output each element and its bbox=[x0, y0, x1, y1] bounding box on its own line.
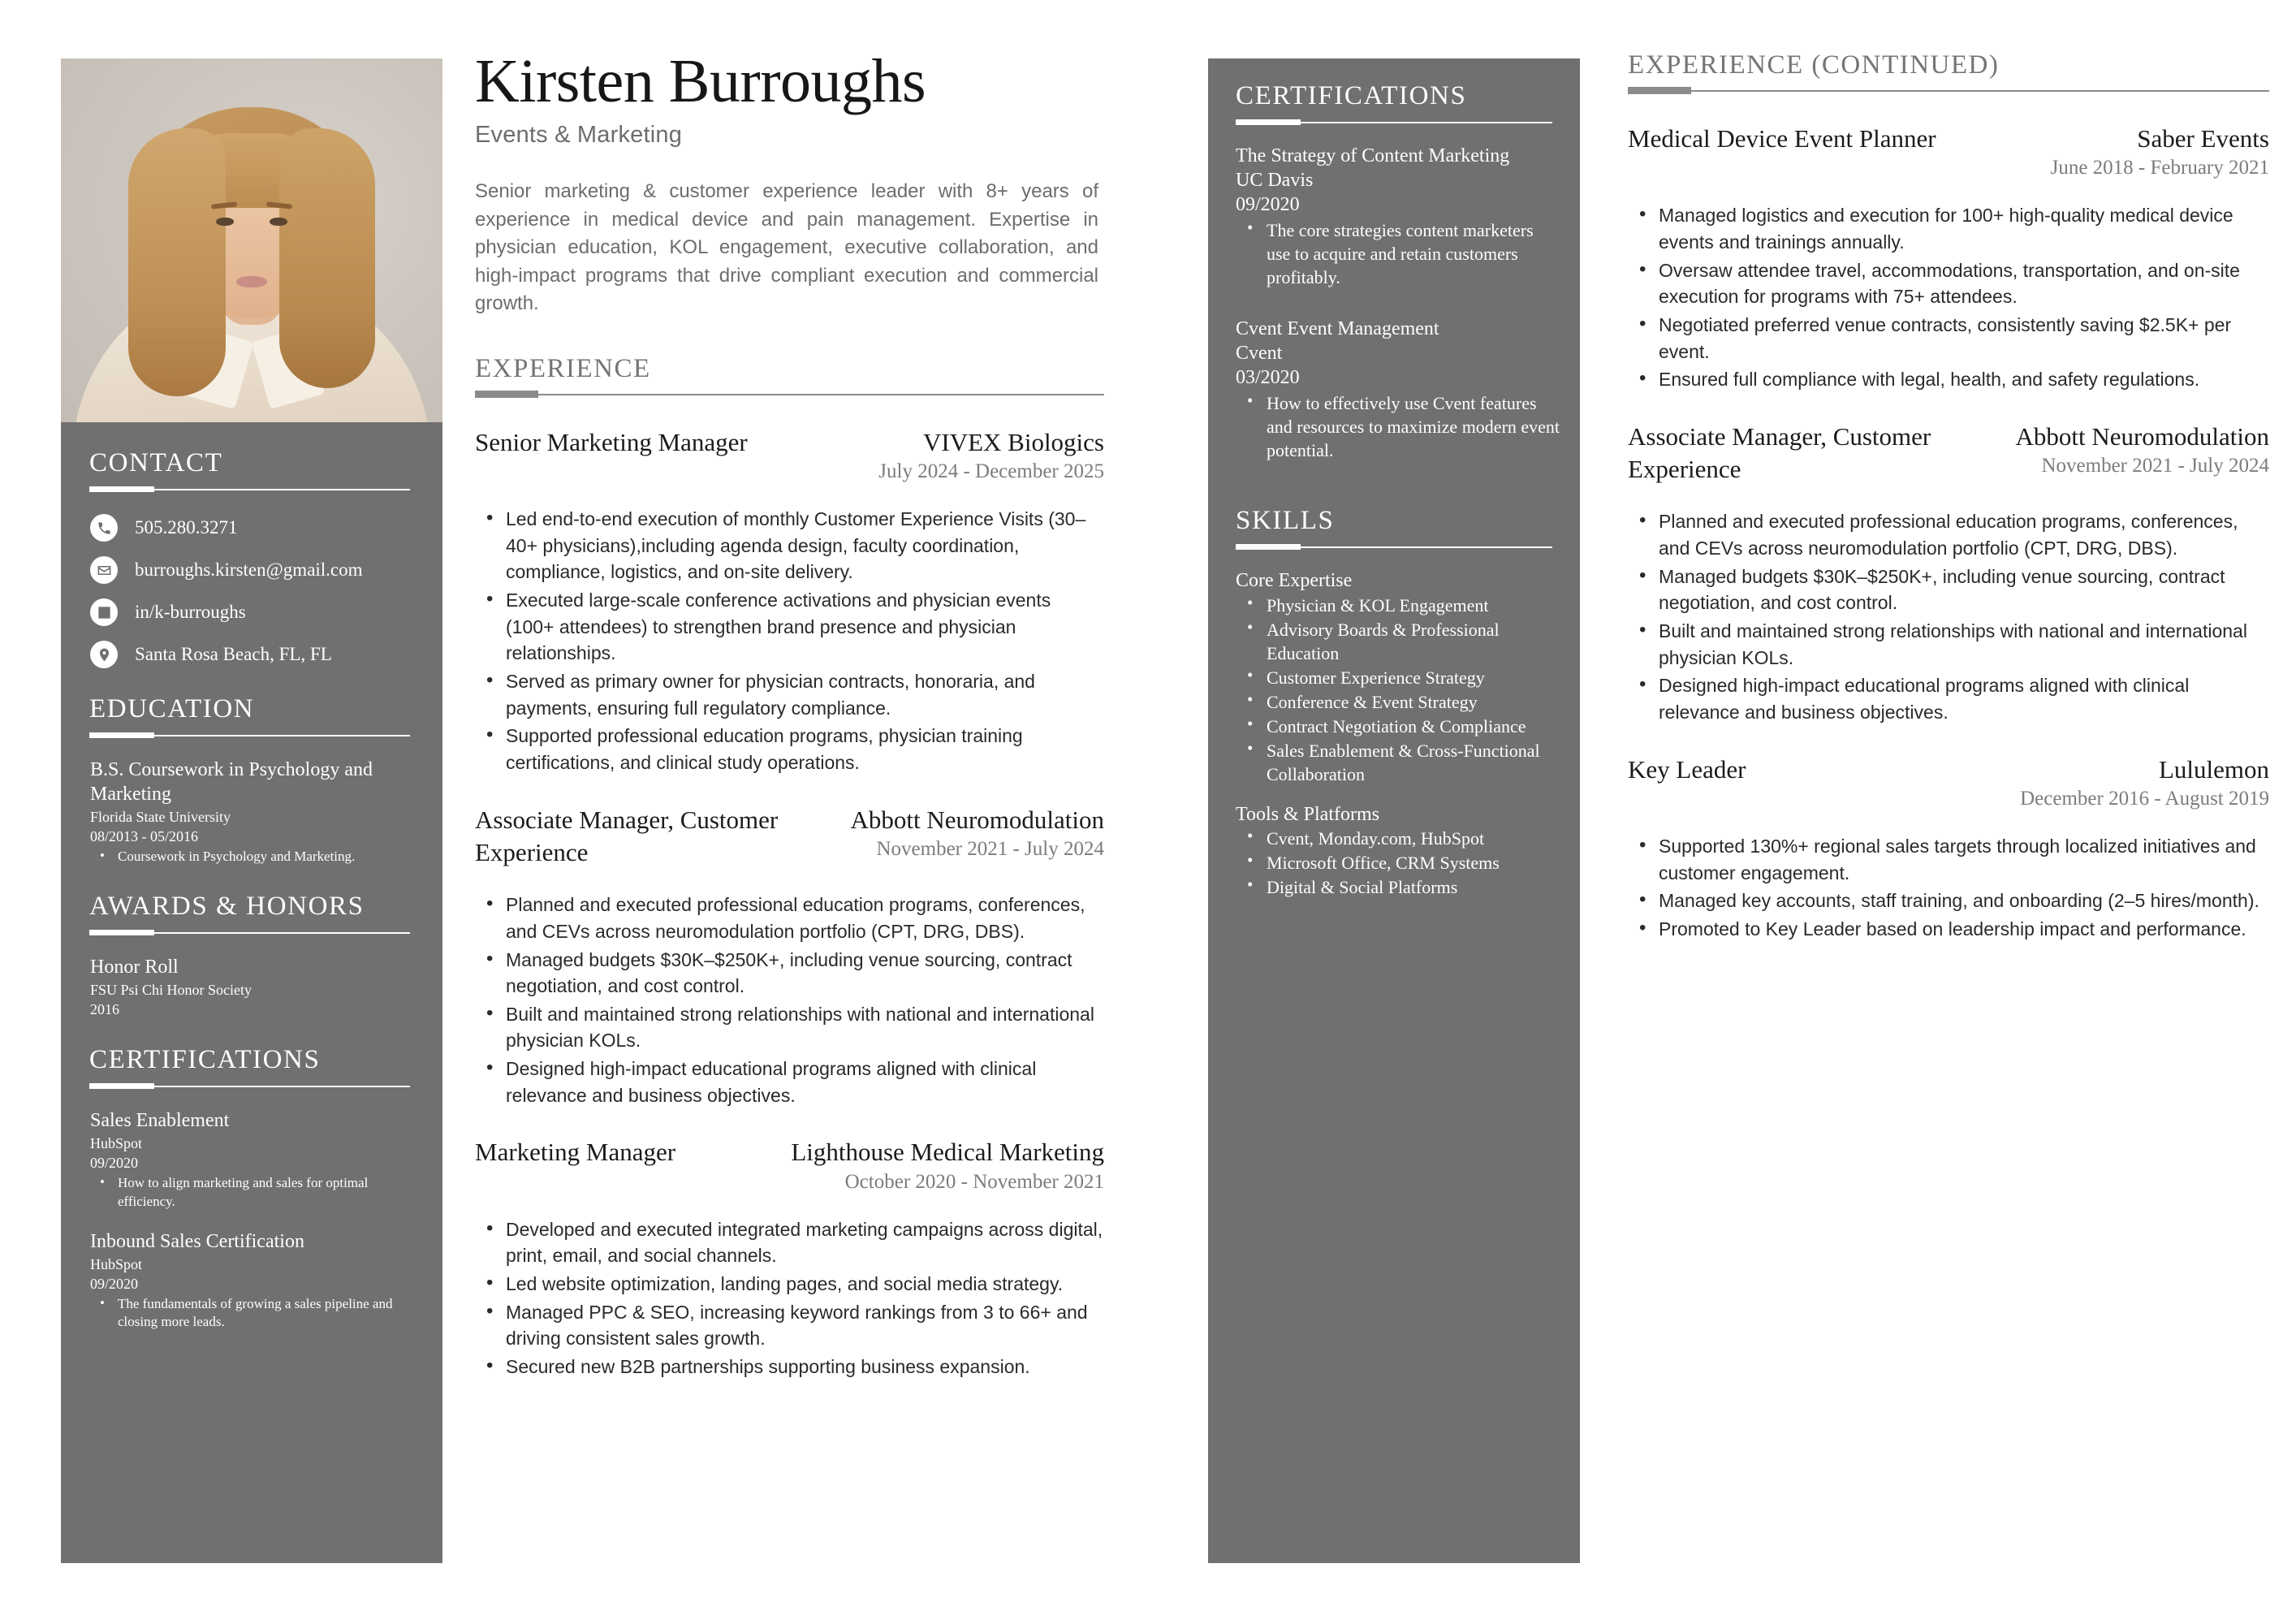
experience-entry bbox=[475, 804, 1104, 1109]
skills-list bbox=[1236, 594, 1560, 786]
job-dates: June 2018 - February 2021 bbox=[2050, 157, 2269, 179]
experience-entry bbox=[1628, 754, 2269, 943]
job-dates: October 2020 - November 2021 bbox=[844, 1170, 1104, 1193]
job-bullets bbox=[475, 506, 1104, 776]
list-item: • Executed large-scale conference activations and physician events (100+ attendees) to strengthen brand presence and physician relationships. bbox=[475, 587, 1104, 667]
sidebar-certifications-heading-rule bbox=[89, 1082, 410, 1090]
professional-summary: Senior marketing & customer experience leader with 8+ years of experience in medical device and pain management. Expertise in physician education, KOL engagement, executive collaboration, and high-impact programs that drive compliant execution and commercial growth. bbox=[475, 180, 1098, 315]
contact-item-phone[interactable] bbox=[90, 514, 442, 542]
certification-org: Cvent bbox=[1236, 343, 1283, 365]
list-item: • Designed high-impact educational programs aligned with clinical relevance and business objectives. bbox=[475, 1056, 1104, 1108]
job-title: Associate Manager, Customer Experience bbox=[475, 805, 779, 866]
skills-group-label: Tools & Platforms bbox=[1236, 804, 1379, 826]
skills-group-label: Core Expertise bbox=[1236, 569, 1353, 591]
list-item: • Built and maintained strong relationships with national and international physician KOLs. bbox=[475, 1001, 1104, 1054]
education-entry bbox=[90, 758, 415, 866]
job-bullets bbox=[1628, 833, 2269, 943]
certification-title: Cvent Event Management bbox=[1236, 317, 1439, 339]
list-item: • The core strategies content marketers use to acquire and retain customers profitably. bbox=[1236, 218, 1560, 289]
skills-heading-rule bbox=[1236, 542, 1552, 551]
certification-org: HubSpot bbox=[90, 1134, 143, 1151]
award-entry bbox=[90, 956, 415, 1019]
list-item: • Planned and executed professional education programs, conferences, and CEVs across neuromodulation portfolio (CPT, DRG, DBS). bbox=[1628, 508, 2269, 561]
education-dates: 08/2013 - 05/2016 bbox=[90, 827, 198, 844]
certification-date: 09/2020 bbox=[1236, 194, 1300, 216]
contact-item-location[interactable] bbox=[90, 641, 442, 668]
list-item: • Physician & KOL Engagement bbox=[1236, 594, 1560, 617]
certification-date: 09/2020 bbox=[90, 1154, 139, 1171]
experience-entry bbox=[1628, 123, 2269, 393]
job-title: Medical Device Event Planner bbox=[1628, 124, 1936, 153]
list-item: • Led end-to-end execution of monthly Customer Experience Visits (30–40+ physicians),including agenda design, faculty coordination, compliance, logistics, and on-site delivery. bbox=[475, 506, 1104, 585]
page-title: Kirsten Burroughs bbox=[475, 47, 926, 115]
experience-continued-heading-rule bbox=[1628, 85, 2269, 95]
job-company: Lighthouse Medical Marketing bbox=[791, 1138, 1104, 1167]
tools-list bbox=[1236, 827, 1560, 899]
education-degree: B.S. Coursework in Psychology and Marketing bbox=[90, 759, 373, 805]
list-item: • Ensured full compliance with legal, health, and safety regulations. bbox=[1628, 366, 2269, 393]
job-company: Abbott Neuromodulation bbox=[2015, 421, 2269, 451]
list-item: • Served as primary owner for physician contracts, honoraria, and payments, ensuring full regulatory compliance. bbox=[475, 668, 1104, 721]
list-item: • Oversaw attendee travel, accommodations, transportation, and on-site execution for programs with 75+ attendees. bbox=[1628, 257, 2269, 310]
contact-phone-value: 505.280.3271 bbox=[135, 517, 238, 538]
award-org: FSU Psi Chi Honor Society bbox=[90, 981, 252, 998]
education-bullets bbox=[90, 848, 415, 866]
contact-item-email[interactable] bbox=[90, 556, 442, 584]
job-title: Senior Marketing Manager bbox=[475, 427, 748, 456]
job-dates: November 2021 - July 2024 bbox=[876, 837, 1104, 860]
certification-bullets bbox=[90, 1295, 415, 1332]
job-bullets bbox=[475, 892, 1104, 1108]
certification-bullets bbox=[1236, 391, 1560, 462]
skills-certifications-column bbox=[1208, 58, 1580, 899]
certification-date: 09/2020 bbox=[90, 1275, 139, 1292]
linkedin-icon bbox=[90, 598, 118, 626]
contact-email-value: burroughs.kirsten@gmail.com bbox=[135, 559, 363, 580]
list-item: • Digital & Social Platforms bbox=[1236, 875, 1560, 899]
education-school: Florida State University bbox=[90, 808, 231, 825]
list-item: • Managed logistics and execution for 100+ high-quality medical device events and trainings annually. bbox=[1628, 202, 2269, 255]
certification-date: 03/2020 bbox=[1236, 367, 1300, 389]
list-item: • Led website optimization, landing pages, and social media strategy. bbox=[475, 1271, 1104, 1298]
job-company: Lululemon bbox=[2158, 754, 2269, 784]
list-item: • Managed key accounts, staff training, and onboarding (2–5 hires/month). bbox=[1628, 888, 2269, 914]
contact-heading-rule bbox=[89, 485, 410, 493]
list-item: • The fundamentals of growing a sales pipeline and closing more leads. bbox=[90, 1295, 415, 1332]
award-date: 2016 bbox=[90, 1001, 119, 1018]
certification-bullets bbox=[1236, 218, 1560, 289]
list-item: • Supported 130%+ regional sales targets through localized initiatives and customer engagement. bbox=[1628, 833, 2269, 886]
experience-heading: EXPERIENCE bbox=[475, 353, 651, 383]
awards-heading: AWARDS & HONORS bbox=[89, 892, 365, 922]
experience-heading-rule bbox=[475, 389, 1104, 399]
list-item: • Supported professional education programs, physician training certifications, and clinical study operations. bbox=[475, 723, 1104, 775]
contact-heading: CONTACT bbox=[89, 448, 223, 477]
skills-heading: SKILLS bbox=[1236, 505, 1335, 535]
certification-title: The Strategy of Content Marketing bbox=[1236, 145, 1510, 166]
job-bullets bbox=[1628, 202, 2269, 393]
list-item: • Contract Negotiation & Compliance bbox=[1236, 715, 1560, 738]
list-item: • How to align marketing and sales for optimal efficiency. bbox=[90, 1174, 415, 1211]
location-pin-icon bbox=[90, 641, 118, 668]
experience-continued-column bbox=[1628, 50, 2269, 943]
award-title: Honor Roll bbox=[90, 957, 179, 978]
list-item: • Cvent, Monday.com, HubSpot bbox=[1236, 827, 1560, 850]
certification-entry bbox=[1236, 144, 1560, 289]
job-bullets bbox=[1628, 508, 2269, 725]
job-dates: December 2016 - August 2019 bbox=[2020, 788, 2269, 810]
certification-entry bbox=[90, 1230, 415, 1332]
experience-entry bbox=[475, 426, 1104, 776]
list-item: • How to effectively use Cvent features and resources to maximize modern event potential. bbox=[1236, 391, 1560, 462]
job-title: Key Leader bbox=[1628, 754, 1746, 784]
list-item: • Coursework in Psychology and Marketing. bbox=[90, 848, 415, 866]
dark-certifications-heading-rule bbox=[1236, 118, 1552, 126]
list-item: • Advisory Boards & Professional Education bbox=[1236, 618, 1560, 665]
job-bullets bbox=[475, 1216, 1104, 1380]
certification-bullets bbox=[90, 1174, 415, 1211]
awards-heading-rule bbox=[89, 928, 410, 936]
phone-icon bbox=[90, 514, 118, 542]
list-item: • Planned and executed professional education programs, conferences, and CEVs across neuromodulation portfolio (CPT, DRG, DBS). bbox=[475, 892, 1104, 944]
list-item: • Microsoft Office, CRM Systems bbox=[1236, 851, 1560, 875]
list-item: • Managed PPC & SEO, increasing keyword rankings from 3 to 66+ and driving consistent sales growth. bbox=[475, 1299, 1104, 1352]
list-item: • Customer Experience Strategy bbox=[1236, 666, 1560, 689]
skills-group-core bbox=[1236, 568, 1560, 900]
main-column bbox=[475, 47, 1104, 1380]
experience-entry bbox=[1628, 421, 2269, 726]
experience-continued-heading: EXPERIENCE (CONTINUED) bbox=[1628, 50, 2000, 80]
list-item: • Negotiated preferred venue contracts, consistently saving $2.5K+ per event. bbox=[1628, 312, 2269, 365]
sidebar-column bbox=[61, 58, 442, 1332]
certification-org: UC Davis bbox=[1236, 170, 1314, 192]
list-item: • Managed budgets $30K–$250K+, including venue sourcing, contract negotiation, and cost control. bbox=[475, 947, 1104, 1000]
certification-title: Sales Enablement bbox=[90, 1110, 230, 1132]
list-item: • Built and maintained strong relationships with national and international physician KOLs. bbox=[1628, 618, 2269, 671]
job-dates: July 2024 - December 2025 bbox=[878, 460, 1104, 483]
contact-linkedin-value: in/k-burroughs bbox=[135, 602, 246, 622]
list-item: • Managed budgets $30K–$250K+, including venue sourcing, contract negotiation, and cost control. bbox=[1628, 564, 2269, 616]
contact-list bbox=[90, 514, 442, 668]
contact-location-value: Santa Rosa Beach, FL, FL bbox=[135, 644, 332, 664]
job-dates: November 2021 - July 2024 bbox=[2041, 455, 2269, 477]
envelope-icon bbox=[90, 556, 118, 584]
education-heading-rule bbox=[89, 731, 410, 739]
list-item: • Promoted to Key Leader based on leadership impact and performance. bbox=[1628, 916, 2269, 943]
list-item: • Secured new B2B partnerships supporting business expansion. bbox=[475, 1354, 1104, 1380]
professional-role: Events & Marketing bbox=[475, 122, 683, 148]
experience-entry bbox=[475, 1136, 1104, 1380]
dark-certifications-heading: CERTIFICATIONS bbox=[1236, 81, 1467, 110]
job-company: Saber Events bbox=[2137, 124, 2269, 153]
education-heading: EDUCATION bbox=[89, 694, 255, 723]
certification-entry bbox=[90, 1109, 415, 1211]
list-item: • Conference & Event Strategy bbox=[1236, 690, 1560, 714]
certification-entry bbox=[1236, 317, 1560, 462]
job-title: Marketing Manager bbox=[475, 1138, 676, 1167]
contact-item-linkedin[interactable] bbox=[90, 598, 442, 626]
certification-title: Inbound Sales Certification bbox=[90, 1230, 304, 1252]
sidebar-certifications-heading: CERTIFICATIONS bbox=[89, 1045, 321, 1075]
job-title: Associate Manager, Customer Experience bbox=[1628, 421, 1931, 484]
list-item: • Designed high-impact educational programs aligned with clinical relevance and business objectives. bbox=[1628, 672, 2269, 725]
job-company: VIVEX Biologics bbox=[922, 427, 1104, 456]
list-item: • Developed and executed integrated marketing campaigns across digital, print, email, and social channels. bbox=[475, 1216, 1104, 1269]
certification-org: HubSpot bbox=[90, 1255, 143, 1272]
job-company: Abbott Neuromodulation bbox=[850, 805, 1104, 834]
list-item: • Sales Enablement & Cross-Functional Collaboration bbox=[1236, 739, 1560, 786]
